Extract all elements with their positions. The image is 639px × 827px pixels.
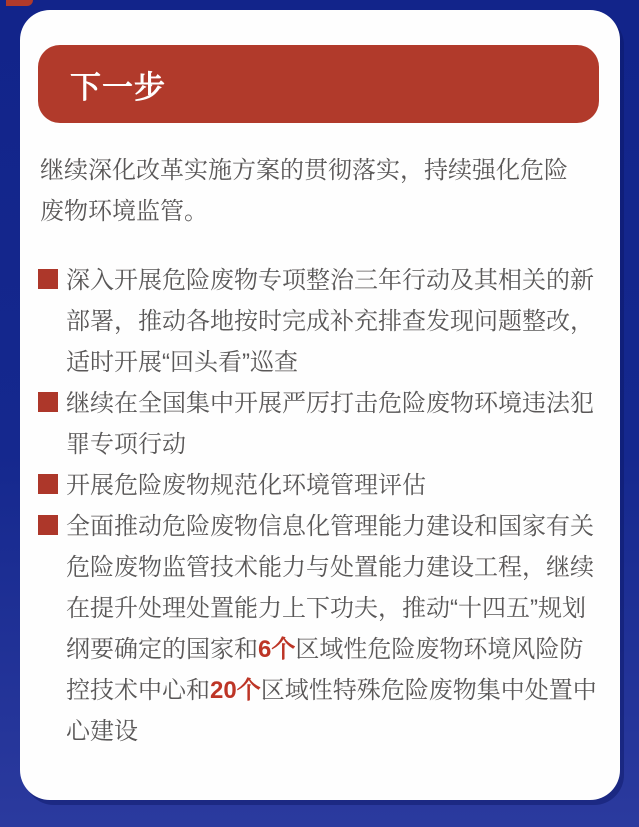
- highlighted-number: 20个: [210, 677, 261, 704]
- bullet-text: 全面推动危险废物信息化管理能力建设和国家有关危险废物监管技术能力与处置能力建设工程，继续在提升处理处置能力上下功夫，推动“十四五”规划纲要确定的国家和6个区域性危险废物环境风险防控技术中心和20个区域性特殊危险废物集中处置中心建设: [66, 513, 597, 745]
- bullet-square-icon: [38, 269, 58, 289]
- bullet-item: [38, 383, 597, 465]
- section-title: 下一步: [70, 69, 166, 105]
- bullet-item: [38, 506, 597, 752]
- content-card: [20, 10, 620, 800]
- bullet-item: [38, 465, 597, 506]
- bullet-list: [38, 260, 597, 752]
- bullet-square-icon: [38, 392, 58, 412]
- bullet-text: 继续在全国集中开展严厉打击危险废物环境违法犯罪专项行动: [66, 390, 594, 458]
- intro-text: 继续深化改革实施方案的贯彻落实，持续强化危险废物环境监管。: [40, 157, 568, 225]
- section-title-badge: [38, 45, 599, 123]
- bullet-item: [38, 260, 597, 383]
- bullet-text: 开展危险废物规范化环境管理评估: [66, 472, 426, 499]
- highlighted-number: 6个: [258, 636, 296, 663]
- bullet-square-icon: [38, 515, 58, 535]
- bullet-square-icon: [38, 474, 58, 494]
- bullet-text: 深入开展危险废物专项整治三年行动及其相关的新部署，推动各地按时完成补充排查发现问题整改，适时开展“回头看”巡查: [66, 267, 594, 376]
- cropped-red-corner-shape: [6, 0, 33, 6]
